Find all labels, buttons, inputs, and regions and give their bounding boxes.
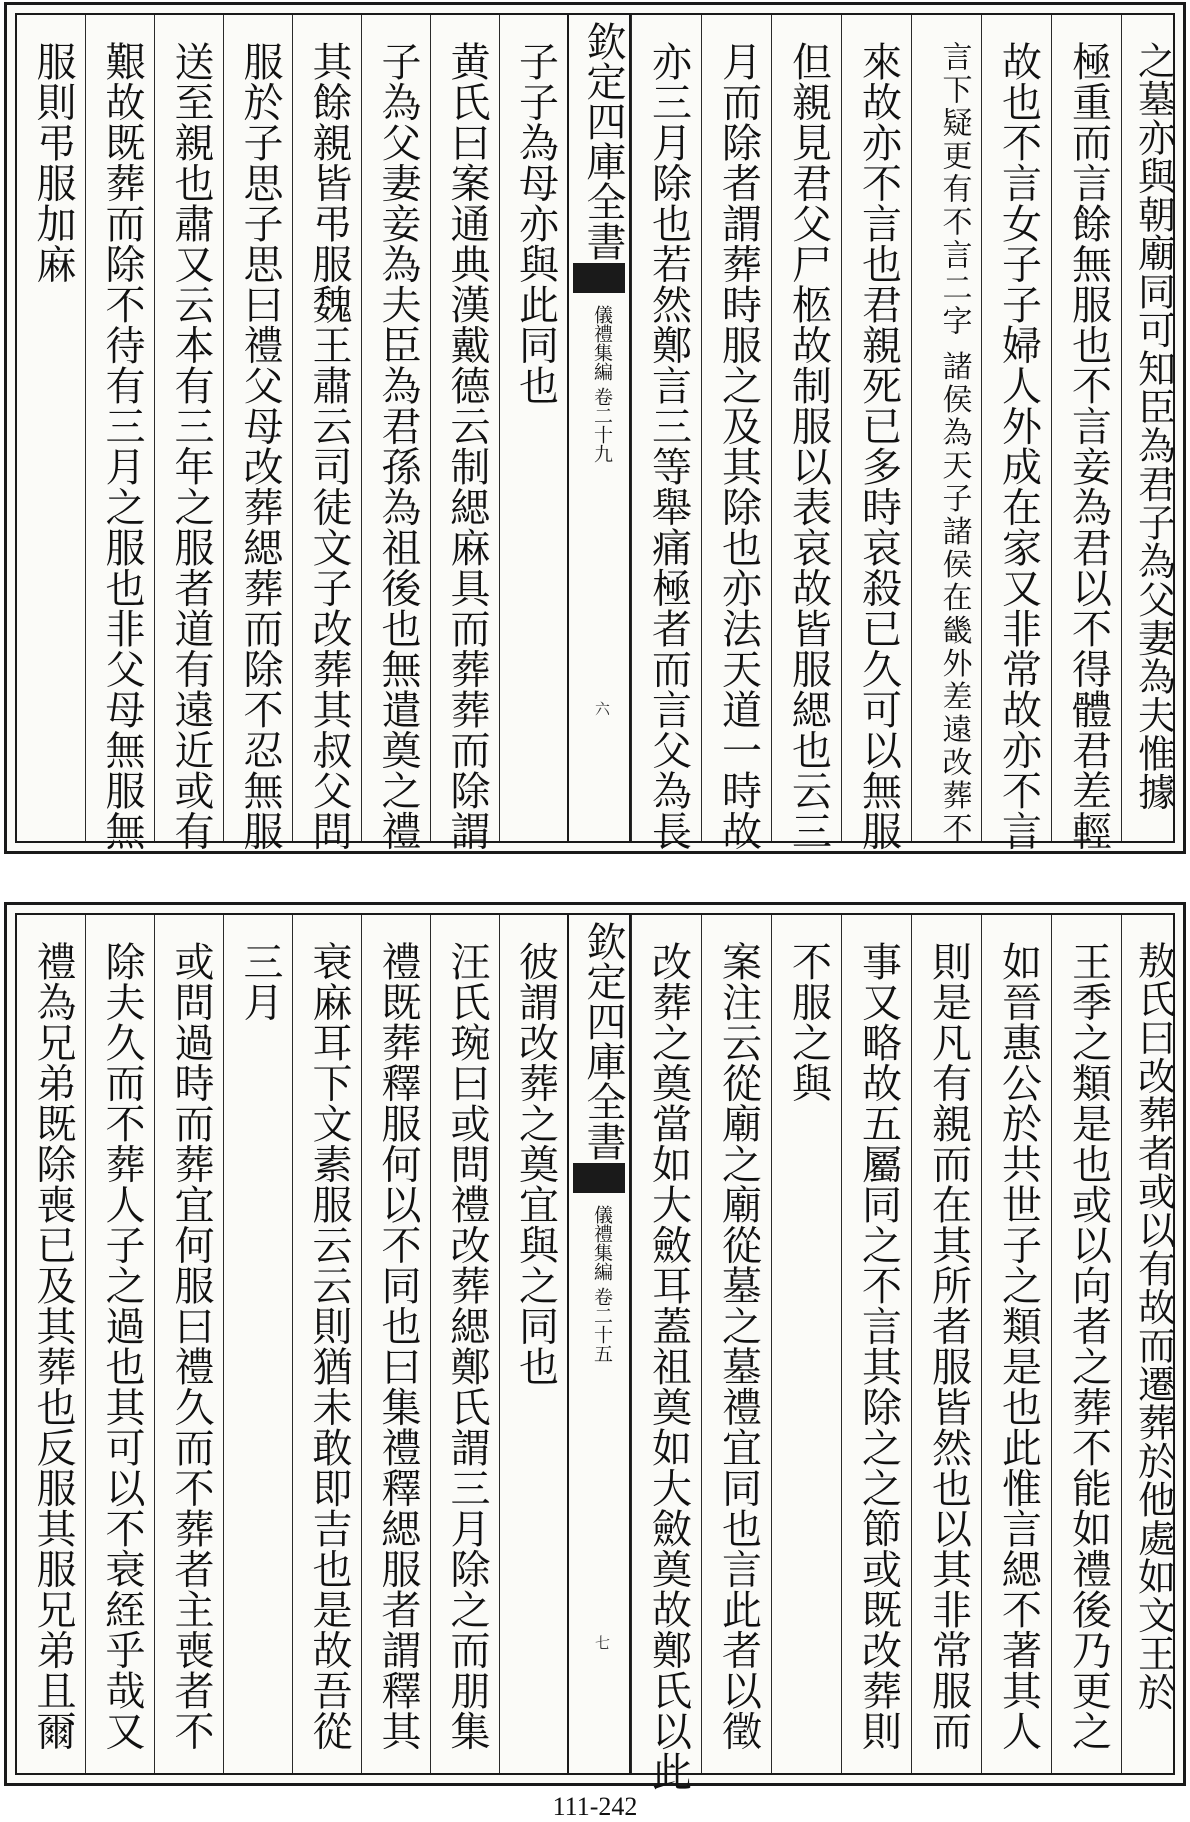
fishtail-mark-icon [573,263,625,293]
fishtail-mark-icon [573,1163,625,1193]
text-column [17,15,85,841]
column-text: 三月 [237,941,283,1022]
column-text: 不服之與 [785,941,832,1103]
column-text: 如晉惠公於共世子之類是也此惟言緦不著其人 [995,941,1042,1751]
column-text: 其餘親皆弔服魏王肅云司徒文子改葬其叔父問 [306,41,352,851]
column-text: 故也不言女子子婦人外成在家又非常故亦不言 [995,41,1042,851]
column-text: 事又略故五屬同之不言其除之之節或既改葬則 [855,941,902,1751]
text-column [981,915,1051,1773]
bottom-page [4,902,1186,1792]
text-column [1051,915,1121,1773]
column-text: 敖氏曰改葬者或以有故而遷葬於他處如文王於 [1131,941,1176,1711]
text-column [292,15,361,851]
column-text: 除夫久而不葬人子之過也其可以不衰絰乎哉又 [99,941,145,1751]
text-column [430,915,499,1773]
spine-volume: 卷二十九 [591,387,613,463]
column-text: 但親見君父尸柩故制服以表哀故皆服緦也云三 [785,41,832,851]
column-text: 子為父妻妾為夫臣為君孫為祖後也無遣奠之禮 [375,41,421,851]
text-column [430,15,499,851]
top-page [4,2,1186,854]
text-column [981,15,1051,851]
column-text: 案注云從廟之廟從墓之墓禮宜同也言此者以徵 [715,941,762,1751]
text-column [223,15,292,851]
text-column [841,15,911,851]
text-column [911,15,981,846]
text-column [361,15,430,851]
column-text: 來故亦不言也君親死已多時哀殺已久可以無服 [855,41,902,851]
column-text: 彼謂改葬之奠宜與之同也 [512,941,559,1387]
page-spine [567,15,631,841]
text-column [771,915,841,1773]
text-column [85,915,154,1773]
column-text: 月而除者謂葬時服之及其除也亦法天道一時故 [715,41,762,851]
column-text: 之墓亦與朝廟同可知臣為君子為父妻為夫惟據 [1131,41,1176,811]
text-column [631,15,701,851]
spine-book-title: 儀禮集編 [591,305,613,381]
text-column [1121,15,1179,841]
spine-page-number: 六 [593,701,611,716]
text-column [154,15,223,851]
column-text: 艱故既葬而除不待有三月之服也非父母無服無 [99,41,145,851]
column-text: 王季之類是也或以向者之葬不能如禮後乃更之 [1065,941,1112,1751]
spine-title: 欽定四庫全書 [580,21,626,261]
text-column [1051,15,1121,851]
text-column [701,915,771,1773]
spine-title: 欽定四庫全書 [580,921,626,1161]
column-text: 服於子思子思曰禮父母改葬緦葬而除不忍無服 [237,41,283,851]
spine-page-number: 七 [593,1635,611,1650]
text-column [361,915,430,1773]
column-text: 則是凡有親而在其所者服皆然也以其非常服而 [925,941,972,1751]
column-text: 禮為兄弟既除喪已及其葬也反服其服兄弟且爾 [30,941,76,1751]
column-text: 亦三月除也若然鄭言三等舉痛極者而言父為長 [645,41,692,851]
text-column [841,915,911,1773]
text-column [85,15,154,851]
text-column [499,915,567,1773]
text-column [1121,915,1179,1773]
column-text: 子子為母亦與此同也 [512,41,559,406]
text-column [154,915,223,1773]
page-spine [567,915,631,1773]
column-text: 極重而言餘無服也不言妾為君以不得體君差輕 [1065,41,1112,851]
column-text: 汪氏琬曰或問禮改葬緦鄭氏謂三月除之而朋集 [444,941,490,1751]
text-column [631,915,701,1792]
text-column [499,15,567,841]
column-text: 衰麻耳下文素服云云則猶未敢即吉也是故吾從 [306,941,352,1751]
bottom-page-frame [15,913,1176,1792]
text-column [701,15,771,851]
column-text: 言下疑更有不言二字 諸侯為天子諸侯在畿外差遠改葬不 [936,41,972,846]
text-column [17,915,85,1773]
column-text: 禮既葬釋服何以不同也曰集禮釋緦服者謂釋其 [375,941,421,1751]
column-text: 或問過時而葬宜何服曰禮久而不葬者主喪者不 [168,941,214,1751]
text-column [223,915,292,1773]
column-text: 服則弔服加麻 [30,41,76,284]
spine-book-title: 儀禮集編 [591,1205,613,1281]
column-text: 黄氏曰案通典漢戴德云制緦麻具而葬葬而除謂 [444,41,490,851]
text-column [292,915,361,1773]
column-text: 改葬之奠當如大斂耳蓋祖奠如大斂奠故鄭氏以此 [645,941,692,1792]
text-column [911,915,981,1773]
footer-page-number: 111-242 [552,1792,638,1821]
top-page-frame [15,13,1176,851]
text-column [771,15,841,851]
column-text: 送至親也肅又云本有三年之服者道有遠近或有 [168,41,214,851]
spine-volume: 卷二十五 [591,1287,613,1363]
